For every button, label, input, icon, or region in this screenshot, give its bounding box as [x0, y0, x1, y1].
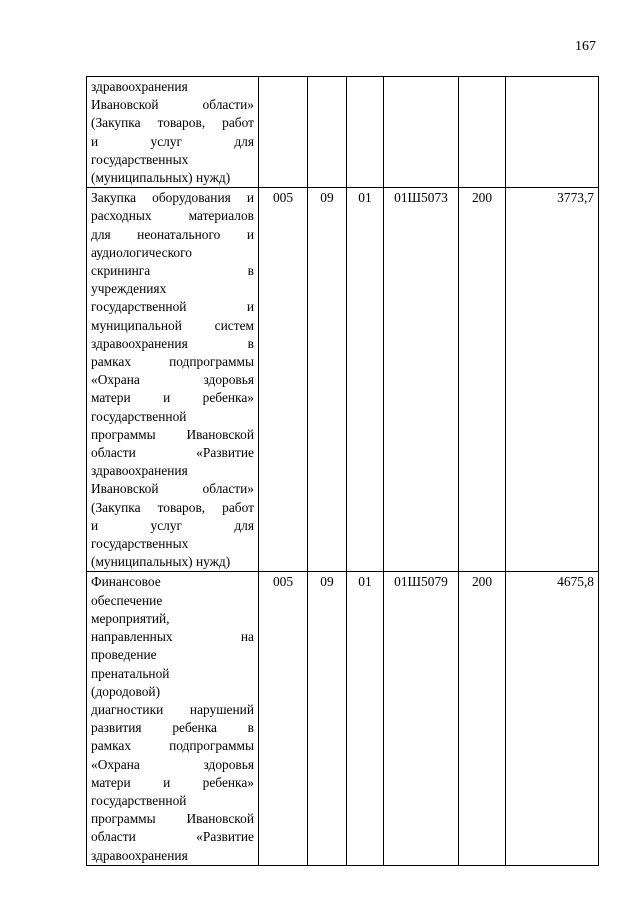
description-line: области «Развитие	[91, 829, 254, 845]
ministry-code: 005	[259, 188, 308, 572]
description-line: направленных на	[91, 629, 254, 645]
description-line: мероприятий,	[91, 610, 170, 626]
description-line: скрининга в	[91, 263, 254, 279]
page-number: 167	[575, 39, 596, 54]
amount-value	[506, 77, 599, 188]
description-line: (Закупка товаров, работ	[91, 115, 254, 131]
table-row	[87, 188, 599, 572]
description-line: (дородовой)	[91, 683, 161, 699]
description-line: «Охрана здоровья	[91, 372, 254, 388]
section-code: 09	[308, 572, 347, 865]
description-line: здравоохранения в	[91, 335, 254, 351]
row-description	[87, 77, 259, 188]
description-line: проведение	[91, 647, 157, 663]
description-line: диагностики нарушений	[91, 701, 254, 717]
amount-value: 3773,7	[506, 188, 599, 572]
description-line: и услуг для	[91, 517, 254, 533]
ministry-code	[259, 77, 308, 188]
budget-table	[86, 76, 599, 866]
description-line: рамках подпрограммы	[91, 738, 254, 754]
table-body	[87, 77, 599, 866]
target-article-code: 01Ш5073	[384, 188, 459, 572]
description-line: рамках подпрограммы	[91, 354, 254, 370]
ministry-code: 005	[259, 572, 308, 865]
description-line: Закупка оборудования и	[91, 190, 254, 206]
description-line: матери и ребенка»	[91, 774, 254, 790]
description-line: государственной и	[91, 299, 254, 315]
description-line: программы Ивановской	[91, 426, 254, 442]
expense-type-code	[459, 77, 506, 188]
amount-value: 4675,8	[506, 572, 599, 865]
description-line: расходных материалов	[91, 208, 254, 224]
description-line: матери и ребенка»	[91, 390, 254, 406]
table-row	[87, 572, 599, 865]
row-description	[87, 188, 259, 572]
section-code: 09	[308, 188, 347, 572]
description-line: государственной	[91, 408, 187, 424]
description-line: здравоохранения	[91, 847, 188, 863]
description-line: развития ребенка в	[91, 720, 254, 736]
description-line: здравоохранения	[91, 79, 188, 94]
description-line: (муниципальных) нужд)	[91, 170, 231, 186]
description-line: государственных	[91, 151, 189, 167]
description-line: Ивановской области»	[91, 481, 254, 497]
section-code	[308, 77, 347, 188]
description-line: аудиологического	[91, 244, 192, 260]
target-article-code	[384, 77, 459, 188]
description-line: для неонатального и	[91, 226, 254, 242]
table-row	[87, 77, 599, 188]
target-article-code: 01Ш5079	[384, 572, 459, 865]
subsection-code: 01	[347, 188, 384, 572]
description-line: (Закупка товаров, работ	[91, 499, 254, 515]
description-line: государственной	[91, 792, 187, 808]
subsection-code	[347, 77, 384, 188]
description-line: здравоохранения	[91, 463, 188, 479]
description-line: Ивановской области»	[91, 97, 254, 113]
description-line: «Охрана здоровья	[91, 756, 254, 772]
expense-type-code: 200	[459, 572, 506, 865]
description-line: пренатальной	[91, 665, 170, 681]
description-line: муниципальной систем	[91, 317, 254, 333]
description-line: и услуг для	[91, 133, 254, 149]
subsection-code: 01	[347, 572, 384, 865]
description-line: области «Развитие	[91, 445, 254, 461]
description-line: программы Ивановской	[91, 811, 254, 827]
expense-type-code: 200	[459, 188, 506, 572]
description-line: обеспечение	[91, 592, 163, 608]
description-line: учреждениях	[91, 281, 167, 297]
description-line: Финансовое	[91, 574, 161, 590]
row-description	[87, 572, 259, 865]
description-line: государственных	[91, 536, 189, 552]
description-line: (муниципальных) нужд)	[91, 554, 231, 570]
